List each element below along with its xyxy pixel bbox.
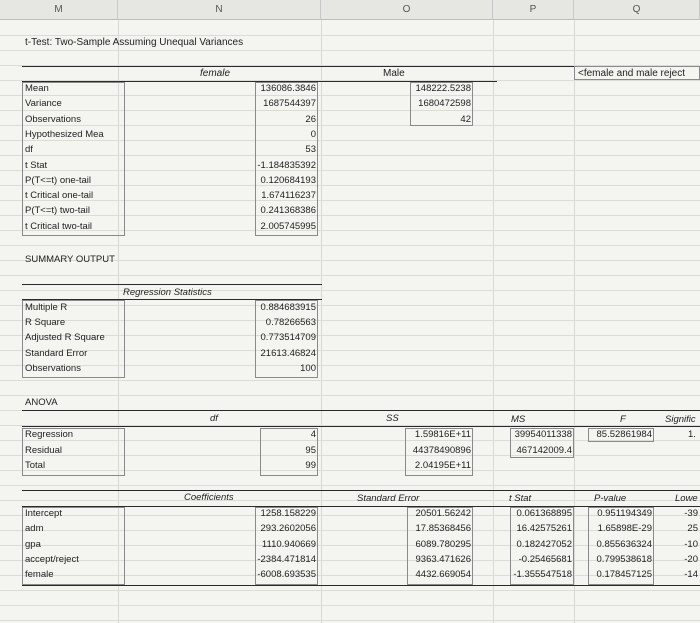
anova-header-sig: Signific (665, 414, 696, 425)
ttest-female-value: 26 (305, 113, 316, 125)
ttest-female-value: 0.241368386 (260, 205, 316, 217)
ttest-row-label: P(T<=t) two-tail (25, 205, 90, 217)
summary-title: SUMMARY OUTPUT (25, 254, 115, 265)
table-top-border (22, 66, 596, 67)
coef-t-stat: -0.25465681 (518, 553, 572, 565)
coef-value: 1110.940669 (261, 538, 316, 550)
regression-stat-value: 100 (300, 362, 316, 374)
coef-row-label: adm (25, 523, 44, 535)
ttest-male-value: 42 (460, 113, 471, 125)
anova-row-label: Residual (25, 444, 62, 456)
column-header-m[interactable] (0, 0, 118, 20)
ttest-col-male: Male (383, 68, 405, 79)
coef-p-value: 0.855636324 (596, 538, 652, 550)
regression-stat-label: Observations (25, 362, 81, 374)
table-top-border (22, 410, 700, 411)
ttest-title: t-Test: Two-Sample Assuming Unequal Variances (25, 37, 244, 48)
ttest-note: <female and male reject (578, 68, 686, 79)
ttest-female-value: 1.674116237 (261, 190, 316, 202)
coef-header-t-stat: t Stat (509, 493, 532, 504)
row-gridline (0, 290, 700, 291)
coef-lower: -20 (684, 553, 698, 565)
column-header-label: N (215, 4, 223, 15)
anova-header-ss: SS (386, 413, 399, 424)
regression-stat-value: 21613.46824 (260, 347, 316, 359)
anova-ms-value: 467142009.4 (516, 444, 572, 456)
ttest-row-label: Mean (25, 83, 49, 94)
coef-standard-error: 6089.780295 (415, 538, 471, 550)
anova-df-value: 99 (305, 460, 316, 471)
anova-ss-value: 1.59816E+11 (414, 429, 471, 440)
anova-df-value: 95 (305, 444, 316, 456)
regression-stat-value: 0.773514709 (260, 332, 316, 344)
regression-stat-label: Multiple R (25, 302, 68, 313)
regression-statistics-header: Regression Statistics (123, 287, 212, 298)
ttest-male-value: 148222.5238 (415, 83, 471, 94)
coef-row-label: female (25, 569, 54, 581)
coef-value: -2384.471814 (257, 553, 316, 565)
ttest-col-female: female (200, 68, 231, 79)
anova-row-label: Total (25, 460, 46, 471)
anova-sig-value: 1. (688, 429, 696, 440)
regression-stat-value: 0.884683915 (260, 302, 316, 313)
row-gridline (0, 395, 700, 396)
coef-t-stat: 0.061368895 (516, 508, 572, 519)
ttest-male-value: 1680472598 (418, 98, 471, 110)
row-gridline (0, 590, 700, 591)
anova-ms-value: 39954011338 (514, 429, 572, 440)
coef-value: 1258.158229 (260, 508, 316, 519)
column-header-n[interactable] (118, 0, 321, 20)
ttest-female-value: 1687544397 (263, 98, 316, 110)
regression-stat-value: 0.78266563 (265, 317, 316, 329)
anova-title: ANOVA (25, 397, 58, 408)
ttest-row-label: t Critical one-tail (25, 190, 94, 202)
header-underline (22, 426, 700, 427)
row-gridline (0, 605, 700, 606)
row-gridline (0, 35, 700, 36)
regression-stat-label: R Square (25, 317, 66, 329)
anova-header-f: F (620, 414, 626, 425)
ttest-row-label: P(T<=t) one-tail (25, 174, 91, 186)
column-header-label: Q (632, 4, 641, 15)
column-header-label: P (529, 4, 537, 15)
coef-standard-error: 4432.669054 (415, 569, 471, 581)
regression-stat-label: Standard Error (25, 347, 88, 359)
coef-row-label: gpa (25, 538, 41, 550)
anova-row-label: Regression (25, 429, 74, 440)
anova-ss-value: 44378490896 (412, 444, 471, 456)
column-header-label: O (402, 4, 411, 15)
row-gridline (0, 275, 700, 276)
ttest-row-label: Observations (25, 113, 81, 125)
coef-t-stat: 16.42575261 (516, 523, 572, 535)
ttest-row-label: Hypothesized Mea (25, 128, 104, 140)
row-gridline (0, 50, 700, 51)
ttest-female-value: 136086.3846 (260, 83, 316, 94)
anova-f-value: 85.52861984 (596, 429, 652, 440)
coef-lower: -39 (684, 508, 698, 519)
ttest-female-value: -1.184835392 (257, 159, 316, 171)
column-header-label: M (54, 4, 63, 15)
anova-header-ms: MS (511, 414, 526, 425)
coef-p-value: 1.65898E-29 (597, 523, 652, 535)
ttest-row-label: t Critical two-tail (25, 220, 93, 232)
coef-p-value: 0.178457125 (596, 569, 652, 581)
coef-standard-error: 17.85368456 (415, 523, 471, 535)
column-header-q[interactable] (574, 0, 700, 20)
coef-header-coefficients: Coefficients (184, 492, 234, 503)
coef-standard-error: 20501.56242 (415, 508, 471, 519)
coef-value: -6008.693535 (257, 569, 316, 581)
ttest-row-label: Variance (25, 98, 62, 110)
anova-header-df: df (210, 413, 218, 424)
row-gridline (0, 380, 700, 381)
anova-df-value: 4 (310, 429, 316, 440)
coef-lower: -14 (684, 569, 698, 581)
column-header-p[interactable] (493, 0, 574, 20)
ttest-row-label: t Stat (25, 159, 48, 171)
cell-box-note (574, 66, 700, 80)
regression-stat-label: Adjusted R Square (25, 332, 105, 344)
coef-standard-error: 9363.471626 (415, 553, 471, 565)
ttest-row-label: df (25, 144, 33, 156)
coef-header-standard-error: Standard Error (357, 493, 420, 504)
row-gridline (0, 245, 700, 246)
coef-row-label: accept/reject (25, 553, 79, 565)
coef-lower: 25 (687, 523, 698, 535)
row-gridline (0, 620, 700, 621)
coef-t-stat: -1.355547518 (513, 569, 572, 581)
coef-lower: -10 (684, 538, 698, 550)
coef-p-value: 0.951194349 (597, 508, 652, 519)
coef-header-p-value: P-value (594, 493, 627, 504)
column-header-o[interactable] (321, 0, 493, 20)
row-gridline (0, 485, 700, 486)
ttest-female-value: 53 (305, 144, 316, 156)
ttest-female-value: 2.005745995 (260, 220, 316, 232)
table-bottom-border (22, 585, 700, 586)
coef-value: 293.2602056 (260, 523, 316, 535)
table-top-border (22, 284, 322, 285)
anova-ss-value: 2.04195E+11 (414, 460, 471, 471)
ttest-female-value: 0.120684193 (260, 174, 316, 186)
table-top-border (22, 490, 700, 491)
ttest-female-value: 0 (310, 128, 316, 140)
coef-row-label: Intercept (25, 508, 62, 519)
coef-p-value: 0.799538618 (596, 553, 652, 565)
coef-t-stat: 0.182427052 (516, 538, 572, 550)
coef-header-lower: Lowe (675, 493, 698, 504)
